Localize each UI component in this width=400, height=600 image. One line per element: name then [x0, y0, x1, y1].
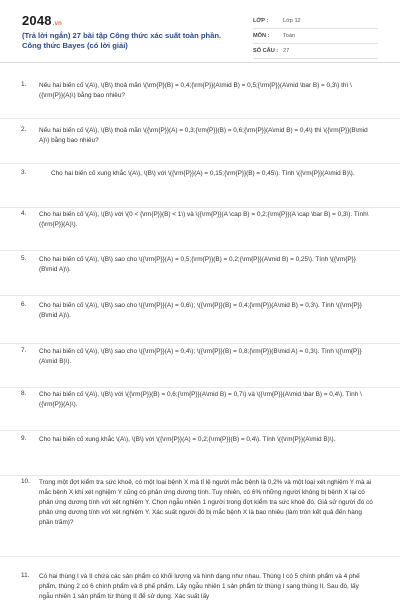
- count-value: 27: [283, 48, 290, 54]
- meta-subject-row: [253, 29, 378, 44]
- logo-text: 2048: [22, 13, 52, 28]
- question-number: 7.: [21, 347, 27, 354]
- question-number: 3.: [21, 169, 27, 176]
- question-item: [0, 572, 400, 600]
- question-item: [0, 390, 400, 431]
- question-number: 6.: [21, 301, 27, 308]
- question-item: [0, 210, 400, 251]
- question-item: [0, 169, 400, 208]
- logo-suffix: .vn: [52, 21, 63, 27]
- subject-value: Toán: [283, 33, 296, 39]
- question-number: 8.: [21, 390, 27, 397]
- question-item: [0, 347, 400, 388]
- question-item: [0, 435, 400, 476]
- question-item: [0, 255, 400, 296]
- question-number: 1.: [21, 81, 27, 88]
- question-text: Cho hai biến cố \(A\), \(B\) với \({\rm{P}}(B) = 0,6;{\rm{P}}(A\mid B) = 0,7\) và \({\rm{P}}(A\mid \bar B) = 0,4\). Tính \({\rm{P}}(A)\).: [39, 391, 362, 408]
- class-label: LỚP :: [253, 18, 269, 24]
- question-text: Cho hai biến cố \(A\), \(B\) sao cho \({\rm{P}}(A) = 0,4\); \({\rm{P}}(B) = 0,8;{\rm{P}}(B\mid A) = 0,3\). Tính \({\rm{P}}(A\mid B)\).: [39, 348, 362, 365]
- count-label: SỐ CÂU :: [253, 48, 279, 54]
- subject-label: MÔN :: [253, 33, 270, 39]
- question-number: 5.: [21, 255, 27, 262]
- meta-count-row: [253, 44, 378, 59]
- question-number: 11.: [21, 572, 30, 579]
- question-number: 4.: [21, 210, 27, 217]
- question-text: Nếu hai biến cố \(A\), \(B\) thoả mãn \({\rm{P}}(A) = 0,3;{\rm{P}}(B) = 0,6;{\rm{P}}(A\mid B) = 0,4\) thì \({\rm{P}}(B\mid A)\) bằng bao nhiêu?: [39, 127, 368, 144]
- question-text: Có hai thùng I và II chứa các sản phẩm có khối lượng và hình dạng như nhau. Thùng I có 5 chính phẩm và 4 phế phẩm, thùng 2 có 6 chính phẩm và 8 phế phẩm. Lấy ngẫu nhiên 1 sản phẩm từ thùng I sang thùng II. Sau đó, lấy ngẫu nhiên 1 sản phẩm từ thùng II để sử dụng. Xác suất lấy: [39, 573, 360, 600]
- question-item: [0, 478, 400, 557]
- site-logo[interactable]: [22, 13, 62, 28]
- question-number: 10.: [21, 478, 30, 485]
- question-text: Nếu hai biến cố \(A\), \(B\) thoả mãn \(\rm{P}(B) = 0,4;{\rm{P}}(A\mid B) = 0,5;{\rm{P}}(A\mid \bar B) = 0,3\) thì \({\rm{P}}(A)\) bằng bao nhiêu?: [39, 82, 352, 99]
- question-item: [0, 81, 400, 119]
- document-meta: [253, 14, 378, 59]
- question-text: Cho hai biến cố xung khắc \(A\), \(B\) với \({\rm{P}}(A) = 0,2;{\rm{P}}(B) = 0,4\). Tính \({\rm{P}}(A\mid B)\).: [39, 436, 336, 443]
- question-number: 2.: [21, 126, 27, 133]
- question-text: Cho hai biến cố \(A\), \(B\) sao cho \({\rm{P}}(A) = 0,6\); \({\rm{P}}(B) = 0,4;{\rm{P}}(A\mid B) = 0,3\). Tính \({\rm{P}}(B\mid A)\).: [39, 302, 362, 319]
- meta-class-row: [253, 14, 378, 29]
- document-title: (Trả lời ngắn) 27 bài tập Công thức xác suất toàn phần. Công thức Bayes (có lời giải): [22, 31, 222, 50]
- question-text: Cho hai biến cố \(A\), \(B\) với \(0 < {\rm{P}}(B) < 1\) và \({\rm{P}}(A \cap B) = 0,2;{\rm{P}}(A \cap \bar B) = 0,3\). Tính\({\rm{P}}(A)\).: [39, 211, 369, 228]
- question-text: Trong một đợt kiểm tra sức khoẻ, có một loại bệnh X mà tỉ lệ người mắc bệnh là 0,2% và một loại xét nghiệm Y mà ai mắc bệnh X khi xét nghiệm Y cũng có phản ứng dương tính. Tuy nhiên, có 6% những người không bị bệnh X lại có phản ứng dương tính với xét nghiệm Y. Chọn ngẫu nhiên 1 người trong đợt kiểm tra sức khoẻ đó. Giả sử người đó có phản ứng dương tính với xét nghiệm Y. Xác suất người đó bị mắc bệnh X là bao nhiêu (làm tròn kết quả đến hàng phần trăm)?: [39, 479, 373, 526]
- question-item: [0, 301, 400, 344]
- question-text: Cho hai biến cố xung khắc \(A\), \(B\) với \({\rm{P}}(A) = 0,15;{\rm{P}}(B) = 0,45\). Tính \({\rm{P}}(A\mid B)\).: [51, 170, 355, 177]
- page-header: [0, 0, 400, 63]
- question-item: [0, 126, 400, 164]
- class-value: Lớp 12: [283, 18, 301, 24]
- question-number: 9.: [21, 435, 27, 442]
- question-text: Cho hai biến cố \(A\), \(B\) sao cho \({\rm{P}}(A) = 0,5;{\rm{P}}(B) = 0,2;{\rm{P}}(A\mid B) = 0,25\). Tính \({\rm{P}}(B\mid A)\).: [39, 256, 356, 273]
